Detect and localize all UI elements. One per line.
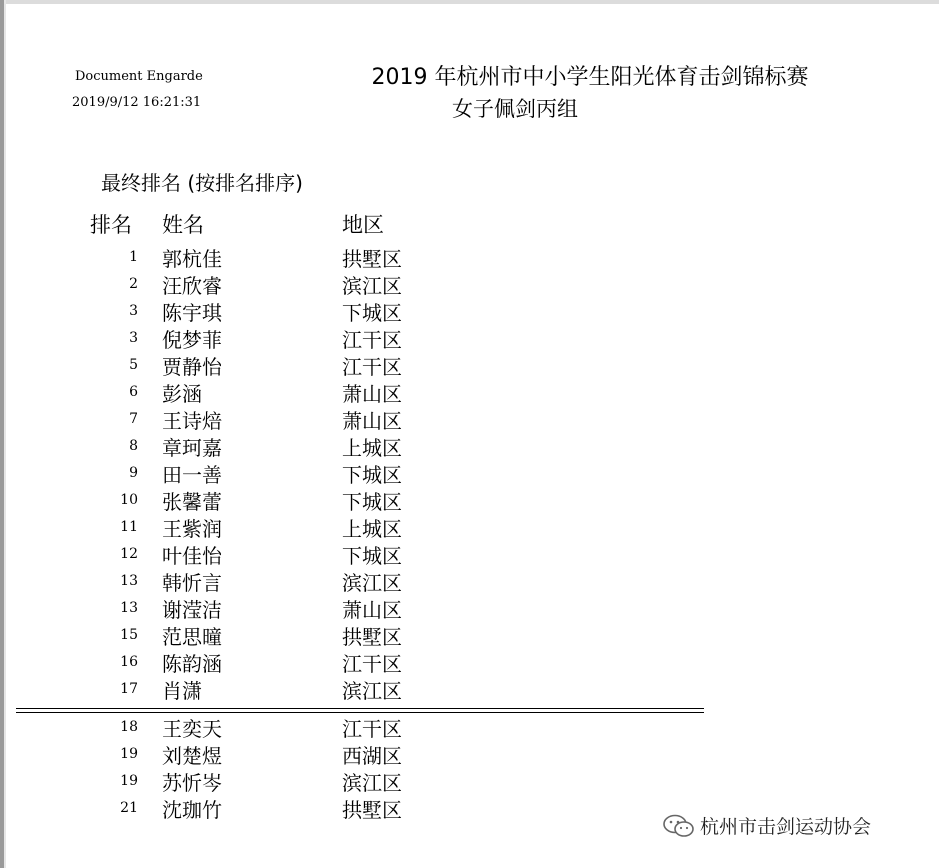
rank-cell: 3 [129, 330, 138, 346]
region-cell: 江干区 [342, 328, 402, 352]
table-row [0, 675, 720, 702]
table-row [0, 567, 720, 594]
rank-cell: 9 [129, 465, 138, 481]
table-row [0, 486, 720, 513]
rank-cell: 10 [120, 492, 138, 508]
name-cell: 陈韵涵 [162, 652, 222, 676]
region-cell: 上城区 [342, 517, 402, 541]
page-subtitle: 女子佩剑丙组 [452, 97, 578, 121]
name-cell: 彭涵 [162, 382, 202, 406]
name-cell: 王诗焙 [162, 409, 222, 433]
region-cell: 下城区 [342, 490, 402, 514]
region-cell: 江干区 [342, 355, 402, 379]
name-cell: 范思曈 [162, 625, 222, 649]
app-name: Document Engarde [75, 69, 203, 84]
region-cell: 萧山区 [342, 409, 402, 433]
name-cell: 倪梦菲 [162, 328, 222, 352]
region-cell: 下城区 [342, 544, 402, 568]
rank-cell: 19 [120, 746, 138, 762]
table-row [0, 378, 720, 405]
region-cell: 上城区 [342, 436, 402, 460]
region-cell: 滨江区 [342, 571, 402, 595]
region-cell: 滨江区 [342, 679, 402, 703]
name-cell: 叶佳怡 [162, 544, 222, 568]
watermark-text: 杭州市击剑运动协会 [700, 816, 872, 838]
rank-cell: 3 [129, 303, 138, 319]
wechat-icon [662, 814, 696, 838]
table-row [0, 713, 720, 740]
name-cell: 谢滢洁 [162, 598, 222, 622]
region-cell: 下城区 [342, 301, 402, 325]
rank-cell: 17 [120, 681, 138, 697]
region-cell: 滨江区 [342, 771, 402, 795]
table-row [0, 794, 720, 821]
name-cell: 汪欣睿 [162, 274, 222, 298]
name-cell: 田一善 [162, 463, 222, 487]
name-cell: 肖潇 [162, 679, 202, 703]
name-cell: 沈珈竹 [162, 798, 222, 822]
double-line-divider-top [16, 708, 704, 709]
table-row [0, 540, 720, 567]
timestamp: 2019/9/12 16:21:31 [72, 95, 202, 110]
region-cell: 江干区 [342, 652, 402, 676]
name-cell: 张馨蕾 [162, 490, 222, 514]
table-row [0, 594, 720, 621]
table-row [0, 459, 720, 486]
rank-cell: 18 [120, 719, 138, 735]
watermark [662, 812, 871, 839]
rank-cell: 13 [120, 573, 138, 589]
table-row [0, 270, 720, 297]
name-cell: 苏忻岑 [162, 771, 222, 795]
rank-cell: 1 [129, 249, 138, 265]
region-cell: 江干区 [342, 717, 402, 741]
table-row [0, 297, 720, 324]
table-row [0, 351, 720, 378]
table-row [0, 432, 720, 459]
header-rank: 排名 [90, 213, 132, 237]
table-row [0, 648, 720, 675]
table-row [0, 767, 720, 794]
region-cell: 滨江区 [342, 274, 402, 298]
table-row [0, 405, 720, 432]
region-cell: 拱墅区 [342, 247, 402, 271]
header-name: 姓名 [162, 213, 204, 237]
table-row [0, 513, 720, 540]
name-cell: 王奕天 [162, 717, 222, 741]
rank-cell: 5 [129, 357, 138, 373]
name-cell: 刘楚煜 [162, 744, 222, 768]
region-cell: 萧山区 [342, 598, 402, 622]
table-row [0, 621, 720, 648]
rank-cell: 13 [120, 600, 138, 616]
rank-cell: 21 [120, 800, 138, 816]
name-cell: 郭杭佳 [162, 247, 222, 271]
rank-cell: 2 [129, 276, 138, 292]
rank-cell: 12 [120, 546, 138, 562]
page-title: 2019 年杭州市中小学生阳光体育击剑锦标赛 [371, 65, 809, 90]
region-cell: 拱墅区 [342, 625, 402, 649]
name-cell: 贾静怡 [162, 355, 222, 379]
rank-cell: 7 [129, 411, 138, 427]
rank-cell: 16 [120, 654, 138, 670]
table-row [0, 740, 720, 767]
name-cell: 陈宇琪 [162, 301, 222, 325]
region-cell: 萧山区 [342, 382, 402, 406]
rank-cell: 15 [120, 627, 138, 643]
window-top-border [0, 0, 939, 4]
name-cell: 王紫润 [162, 517, 222, 541]
section-title: 最终排名 (按排名排序) [101, 171, 303, 195]
rank-cell: 19 [120, 773, 138, 789]
header-region: 地区 [342, 213, 384, 237]
rank-cell: 8 [129, 438, 138, 454]
table-row [0, 243, 720, 270]
table-row [0, 324, 720, 351]
name-cell: 韩忻言 [162, 571, 222, 595]
name-cell: 章珂嘉 [162, 436, 222, 460]
rank-cell: 6 [129, 384, 138, 400]
region-cell: 下城区 [342, 463, 402, 487]
rank-cell: 11 [120, 519, 138, 535]
region-cell: 拱墅区 [342, 798, 402, 822]
region-cell: 西湖区 [342, 744, 402, 768]
